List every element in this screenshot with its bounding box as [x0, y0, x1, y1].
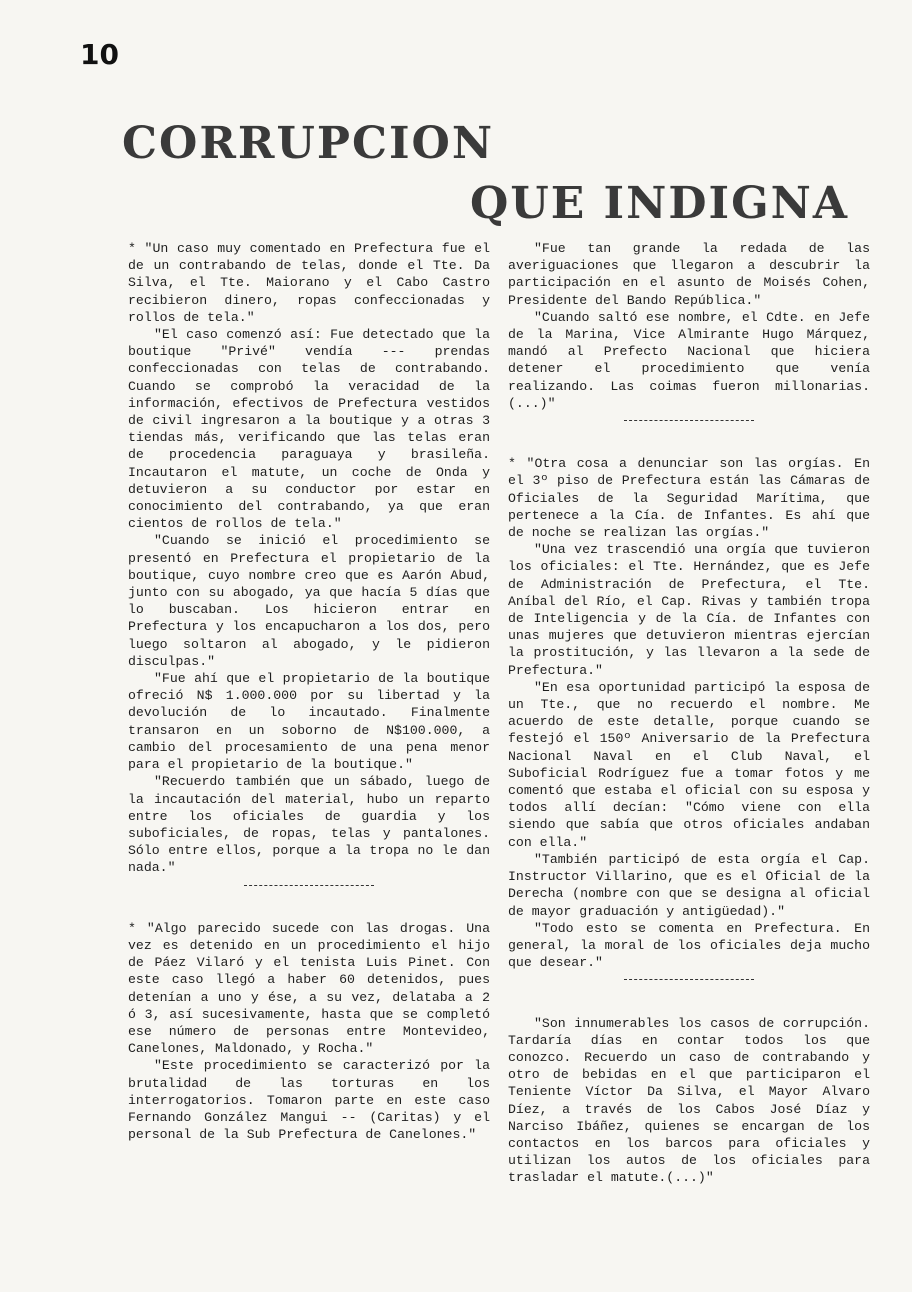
paragraph: "Fue tan grande la redada de las averiguaciones que llegaron a descubrir la participación en el asunto de Moisés Cohen, Presidente del Bando República." [508, 241, 870, 308]
section-drogas [128, 920, 490, 1144]
section-contrabando-telas [128, 240, 490, 877]
section-otros-casos [508, 1015, 870, 1187]
section-redada [508, 240, 870, 412]
section-divider [128, 877, 490, 894]
paragraph: "Una vez trascendió una orgía que tuvieron los oficiales: el Tte. Hernández, que es Jefe de Administración de Prefectura, el Tte. Aníbal del Río, el Cap. Rivas y también tropa de Inteligencia y de la Cía. de Infantes con unas mujeres que detuvieron mientras ejercían la prostitución, y las llevaron a la sede de Prefectura." [508, 542, 870, 678]
section-divider [508, 971, 870, 988]
paragraph: * "Otra cosa a denunciar son las orgías. En el 3º piso de Prefectura están las Cámaras de Oficiales de la Seguridad Marítima, que pertenece a la Cía. de Infantes. Es ahí que de noche se realizan las orgías." [508, 456, 870, 541]
paragraph: "El caso comenzó así: Fue detectado que la boutique "Privé" vendía --- prendas confeccionadas con telas de contrabando. Cuando se comprobó la veracidad de la información, efectivos de Prefectura vestidos de civil ingresaron a la boutique y a otras 3 tiendas más, verificando que las telas eran de procedencia paraguaya y brasileña. Incautaron el matute, un coche de Onda y detuvieron a su conductor por estar en conocimiento del contrabando, ya que eran cientos de rollos de tela." [128, 327, 490, 532]
section-divider [508, 412, 870, 429]
paragraph: "Fue ahí que el propietario de la boutique ofreció N$ 1.000.000 por su libertad y la devolución de lo incautado. Finalmente transaron en un soborno de N$100.000, a cambio del procesamiento de una pena menor para el propietario de la boutique." [128, 671, 490, 773]
paragraph: * "Un caso muy comentado en Prefectura fue el de un contrabando de telas, donde el Tte. Da Silva, el Tte. Maiorano y el Cabo Castro recibieron dinero, ropas confeccionadas y rollos de tela." [128, 241, 490, 325]
paragraph: "En esa oportunidad participó la esposa de un Tte., que no recuerdo el nombre. Me acuerdo de este detalle, porque cuando se festejó el 150º Aniversario de la Prefectura Nacional Naval en el Club Naval, el Suboficial Rodríguez fue a tomar fotos y me comentó que estaba el oficial con su esposa y todos allí decían: "Cómo viene con ella siendo que sabía que otros oficiales andaban con ella." [508, 679, 870, 850]
headline-line-2: QUE INDIGNA [470, 178, 850, 229]
paragraph: "También participó de esta orgía el Cap. Instructor Villarino, que es el Oficial de la Derecha (nombre con que se designa al oficial de mayor graduación y antigüedad)." [508, 851, 870, 919]
page-number: 10 [80, 38, 119, 71]
paragraph: "Cuando saltó ese nombre, el Cdte. en Jefe de la Marina, Vice Almirante Hugo Márquez, mandó al Prefecto Nacional que hiciera detener el procedimiento que venía realizando. Las coimas fueron millonarias. (...)" [508, 309, 870, 411]
paragraph: * "Algo parecido sucede con las drogas. Una vez es detenido en un procedimiento el hijo de Páez Vilaró y el tenista Luis Pinet. Con este caso llegó a haber 60 detenidos, pues detenían a uno y ése, a su vez, delataba a 2 ó 3, así sucesivamente, hasta que se completó ese número de personas entre Montevideo, Canelones, Maldonado, y Rocha." [128, 920, 490, 1057]
paragraph: "Recuerdo también que un sábado, luego de la incautación del material, hubo un reparto entre los oficiales de guardia y los suboficiales, de ropas, telas y pantalones. Sólo entre ellos, porque a la tropa no le dan nada." [128, 774, 490, 876]
headline-line-1: CORRUPCION [122, 118, 495, 169]
paragraph: "Cuando se inició el procedimiento se presentó en Prefectura el propietario de la boutique, cuyo nombre creo que es Aarón Abud, junto con su abogado, ya que hacía 5 días que lo buscaban. Los hicieron entrar en Prefectura y los encapucharon a los dos, pero luego soltaron al abogado, y le pidieron disculpas." [128, 533, 490, 669]
section-orgias [508, 455, 870, 971]
paragraph: "Este procedimiento se caracterizó por la brutalidad de las torturas en los interrogatorios. Tomaron parte en este caso Fernando González Mangui -- (Caritas) y el personal de la Sub Prefectura de Canelones." [128, 1058, 490, 1143]
left-column [128, 240, 490, 1143]
paragraph: "Son innumerables los casos de corrupción. Tardaría días en contar todos los que conozco. Recuerdo un caso de contrabando y otro de bebidas en el que participaron el Teniente Víctor Da Silva, el Mayor Alvaro Díez, a través de los Cabos José Díaz y Narciso Ibáñez, quienes se encargan de los contactos en los barcos para oficiales y utilizan los autos de los oficiales para trasladar el matute.(...)" [508, 1015, 870, 1186]
paragraph: "Todo esto se comenta en Prefectura. En general, la moral de los oficiales deja mucho que desear." [508, 920, 870, 971]
right-column [508, 240, 870, 1187]
